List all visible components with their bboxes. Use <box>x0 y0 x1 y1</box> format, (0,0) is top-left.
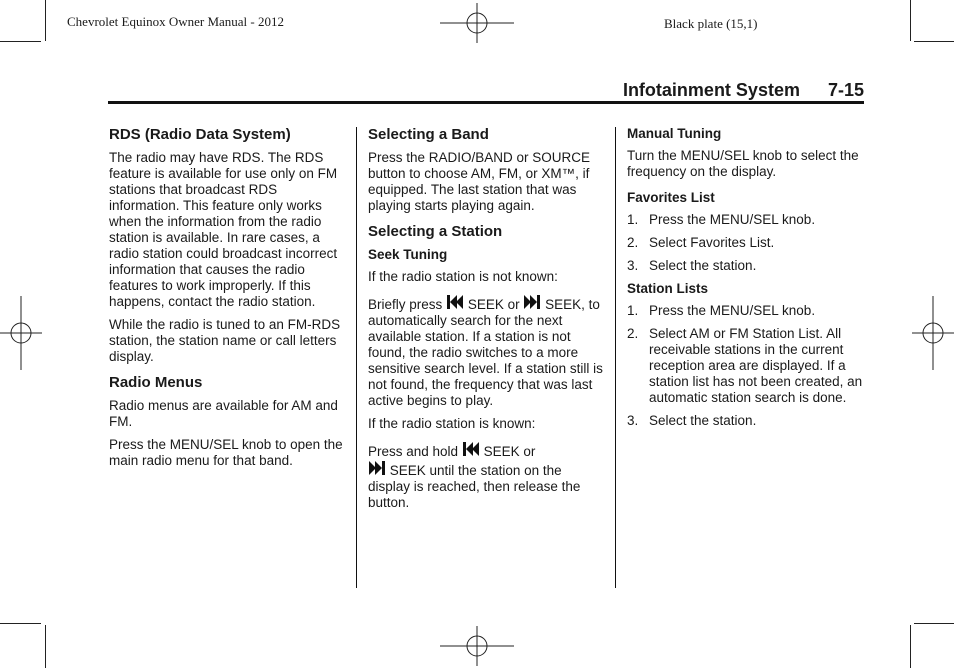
step-number: 3. <box>627 258 639 273</box>
favorites-list-heading: Favorites List <box>627 190 715 205</box>
list-item <box>627 326 867 406</box>
registration-mark-right <box>912 296 954 370</box>
column-divider <box>356 127 357 588</box>
selecting-band-heading: Selecting a Band <box>368 126 489 143</box>
press-hold-paragraph <box>368 441 604 511</box>
list-item <box>627 212 867 228</box>
list-item <box>627 413 867 429</box>
list-item <box>627 235 867 251</box>
step-text: Press the MENU/SEL knob. <box>649 212 816 227</box>
plate-label: Black plate (15,1) <box>664 16 758 31</box>
seek-forward-icon <box>523 294 541 310</box>
radio-menus-paragraph: Radio menus are available for AM and FM. <box>109 398 338 429</box>
title-rule <box>108 101 864 104</box>
column-1 <box>109 126 346 476</box>
step-number: 1. <box>627 303 639 318</box>
text-run: SEEK, to automatically search for the next available station. If a station is not found, the radio switches to a more sensitive search level. If a station still is not found, the frequency that was last active begins to play. <box>368 297 603 408</box>
radio-menus-heading: Radio Menus <box>109 374 203 391</box>
seek-tuning-heading: Seek Tuning <box>368 247 448 262</box>
text-run: SEEK or <box>483 444 536 459</box>
briefly-press-paragraph <box>368 294 604 409</box>
seek-forward-icon <box>368 460 386 476</box>
text-run: SEEK until the station on the display is reached, then release the button. <box>368 463 581 510</box>
step-number: 2. <box>627 235 639 250</box>
seek-back-icon <box>446 294 464 310</box>
registration-mark-bottom <box>440 626 514 666</box>
list-item <box>627 303 867 319</box>
rds-paragraph: The radio may have RDS. The RDS feature is available for use only on FM stations that broadcast RDS information. This feature only works when the information from the radio station is available. In rare cases, a radio station could broadcast incorrect information that causes the radio features to work improperly. If this happens, contact the radio station. <box>109 150 338 309</box>
manual-tuning-heading: Manual Tuning <box>627 126 722 141</box>
column-3 <box>627 126 867 436</box>
step-number: 3. <box>627 413 639 428</box>
text-run: SEEK or <box>467 297 520 312</box>
text-run: Briefly press <box>368 297 443 312</box>
column-divider <box>615 127 616 588</box>
column-2 <box>368 126 604 518</box>
text-run: Press and hold <box>368 444 459 459</box>
manual-title: Chevrolet Equinox Owner Manual - 2012 <box>67 14 284 29</box>
page-number: 7-15 <box>827 80 864 100</box>
not-known-paragraph: If the radio station is not known: <box>368 269 558 284</box>
list-item <box>627 258 867 274</box>
registration-mark-top <box>440 3 514 43</box>
step-text: Select AM or FM Station List. All receivable stations in the current reception area are displayed. If a station list has not been created, an automatic station search is done. <box>649 326 863 405</box>
step-number: 2. <box>627 326 639 341</box>
favorites-steps <box>627 212 867 274</box>
station-lists-heading: Station Lists <box>627 281 709 296</box>
band-paragraph: Press the RADIO/BAND or SOURCE button to choose AM, FM, or XM™, if equipped. The last station that was playing starts playing again. <box>368 150 591 213</box>
rds-heading: RDS (Radio Data System) <box>109 126 291 143</box>
seek-back-icon <box>462 441 480 457</box>
registration-mark-left <box>0 296 42 370</box>
step-text: Press the MENU/SEL knob. <box>649 303 816 318</box>
step-text: Select the station. <box>649 258 757 273</box>
section-title: Infotainment System <box>622 80 800 100</box>
step-text: Select Favorites List. <box>649 235 775 250</box>
step-text: Select the station. <box>649 413 757 428</box>
station-lists-steps <box>627 303 867 429</box>
step-number: 1. <box>627 212 639 227</box>
known-paragraph: If the radio station is known: <box>368 416 536 431</box>
radio-menus-paragraph: Press the MENU/SEL knob to open the main radio menu for that band. <box>109 437 343 468</box>
page-title <box>108 80 864 101</box>
rds-paragraph: While the radio is tuned to an FM-RDS station, the station name or call letters display. <box>109 317 341 364</box>
selecting-station-heading: Selecting a Station <box>368 223 503 240</box>
manual-tuning-paragraph: Turn the MENU/SEL knob to select the frequency on the display. <box>627 148 859 179</box>
